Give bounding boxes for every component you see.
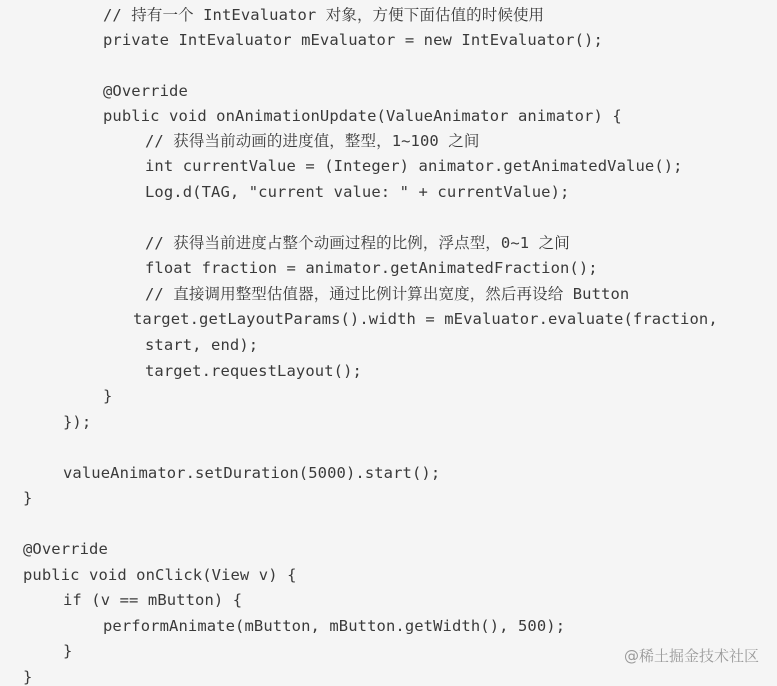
code-line: } — [103, 387, 113, 405]
code-line: start, end); — [145, 336, 259, 354]
code-line: int currentValue = (Integer) animator.getAnimatedValue(); — [145, 157, 683, 175]
code-line: @Override — [103, 82, 188, 100]
code-line: public void onClick(View v) { — [23, 566, 297, 584]
code-line: float fraction = animator.getAnimatedFraction(); — [145, 259, 598, 277]
code-line: // 持有一个 IntEvaluator 对象，方便下面估值的时候使用 — [103, 6, 545, 24]
code-line: } — [23, 668, 33, 686]
code-line: private IntEvaluator mEvaluator = new IntEvaluator(); — [103, 31, 603, 49]
watermark-text: @稀土掘金技术社区 — [623, 647, 759, 665]
code-line: } — [63, 642, 73, 660]
code-line: // 直接调用整型估值器，通过比例计算出宽度，然后再设给 Button — [145, 285, 630, 303]
code-line: @Override — [23, 540, 108, 558]
code-line: // 获得当前动画的进度值，整型，1~100 之间 — [145, 132, 480, 150]
code-line: public void onAnimationUpdate(ValueAnimator animator) { — [103, 107, 622, 125]
code-line: } — [23, 489, 33, 507]
code-line: valueAnimator.setDuration(5000).start(); — [63, 464, 441, 482]
code-line: target.requestLayout(); — [145, 362, 362, 380]
code-line: Log.d(TAG, "current value: " + currentValue); — [145, 183, 570, 201]
code-line: // 获得当前进度占整个动画过程的比例，浮点型，0~1 之间 — [145, 234, 570, 252]
code-line: performAnimate(mButton, mButton.getWidth(), 500); — [103, 617, 566, 635]
code-line: }); — [63, 413, 92, 431]
code-line: target.getLayoutParams().width = mEvaluator.evaluate(fraction, — [133, 310, 718, 328]
code-line: if (v == mButton) { — [63, 591, 243, 609]
